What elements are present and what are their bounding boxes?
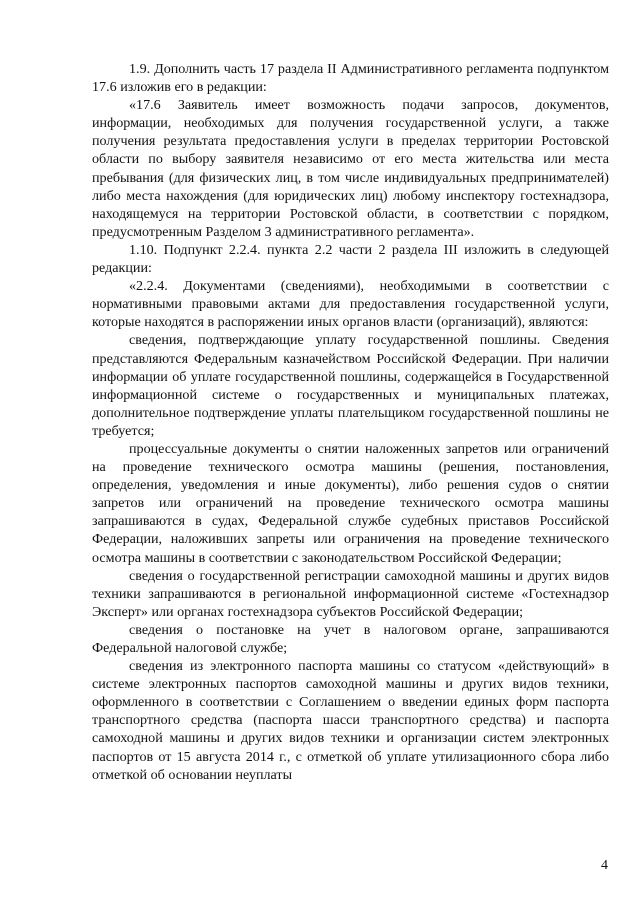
paragraph-state-registration: сведения о государственной регистрации самоходной машины и других видов техники запрашиваются в региональной информационной системе «Гостехнадзор Эксперт» или органах гостехнадзора субъектов Российской Федерации; xyxy=(92,567,609,620)
paragraph-procedural-documents: процессуальные документы о снятии наложенных запретов или ограничений на проведение технического осмотра машины (решения, постановления, определения, уведомления и иные документы), либо решения судов о снятии запретов или ограничений на проведение технического осмотра машины запрашиваются в судах, Федеральной службе судебных приставов Российской Федерации, наложивших запреты или ограничения на проведение технического осмотра машины в соответствии с законодательством Российской Федерации; xyxy=(92,440,609,566)
paragraph-tax-registration: сведения о постановке на учет в налоговом органе, запрашиваются Федеральной налоговой службе; xyxy=(92,621,609,656)
paragraph-1-9: 1.9. Дополнить часть 17 раздела II Административного регламента подпунктом 17.6 изложив его в редакции: xyxy=(92,61,609,96)
document-body xyxy=(92,60,609,784)
paragraph-state-fee: сведения, подтверждающие уплату государственной пошлины. Сведения представляются Федеральным казначейством Российской Федерации. При наличии информации об уплате государственной пошлины, содержащейся в Государственной информационной системе о государственных и муниципальных платежах, дополнительное подтверждение уплаты плательщиком государственной пошлины не требуется; xyxy=(92,332,609,439)
page-number: 4 xyxy=(601,858,608,873)
paragraph-electronic-passport: сведения из электронного паспорта машины со статусом «действующий» в системе электронных паспортов самоходной машины и других видов техники, оформленного в соответствии с Соглашением о введении единых форм паспорта транспортного средства (паспорта шасси транспортного средства) и паспорта самоходной машины и других видов техники и организации систем электронных паспортов от 15 августа 2014 г., с отметкой об уплате утилизационного сбора либо отметкой об основании неуплаты xyxy=(92,658,609,783)
paragraph-2-2-4: «2.2.4. Документами (сведениями), необходимыми в соответствии с нормативными правовыми актами для предоставления государственной услуги, которые находятся в распоряжении иных органов власти (организаций), являются: xyxy=(92,278,609,331)
paragraph-17-6: «17.6 Заявитель имеет возможность подачи запросов, документов, информации, необходимых для получения государственной услуги, а также получения результата предоставления услуги в пределах территории Ростовской области по выбору заявителя независимо от его места жительства или места пребывания (для физических лиц, в том числе индивидуальных предпринимателей) либо места нахождения (для юридических лиц) любому инспектору гостехнадзора, находящемуся на территории Ростовской области, в соответствии с порядком, предусмотренным Разделом 3 административного регламента». xyxy=(92,97,609,240)
paragraph-1-10: 1.10. Подпункт 2.2.4. пункта 2.2 части 2 раздела III изложить в следующей редакции: xyxy=(92,241,609,277)
